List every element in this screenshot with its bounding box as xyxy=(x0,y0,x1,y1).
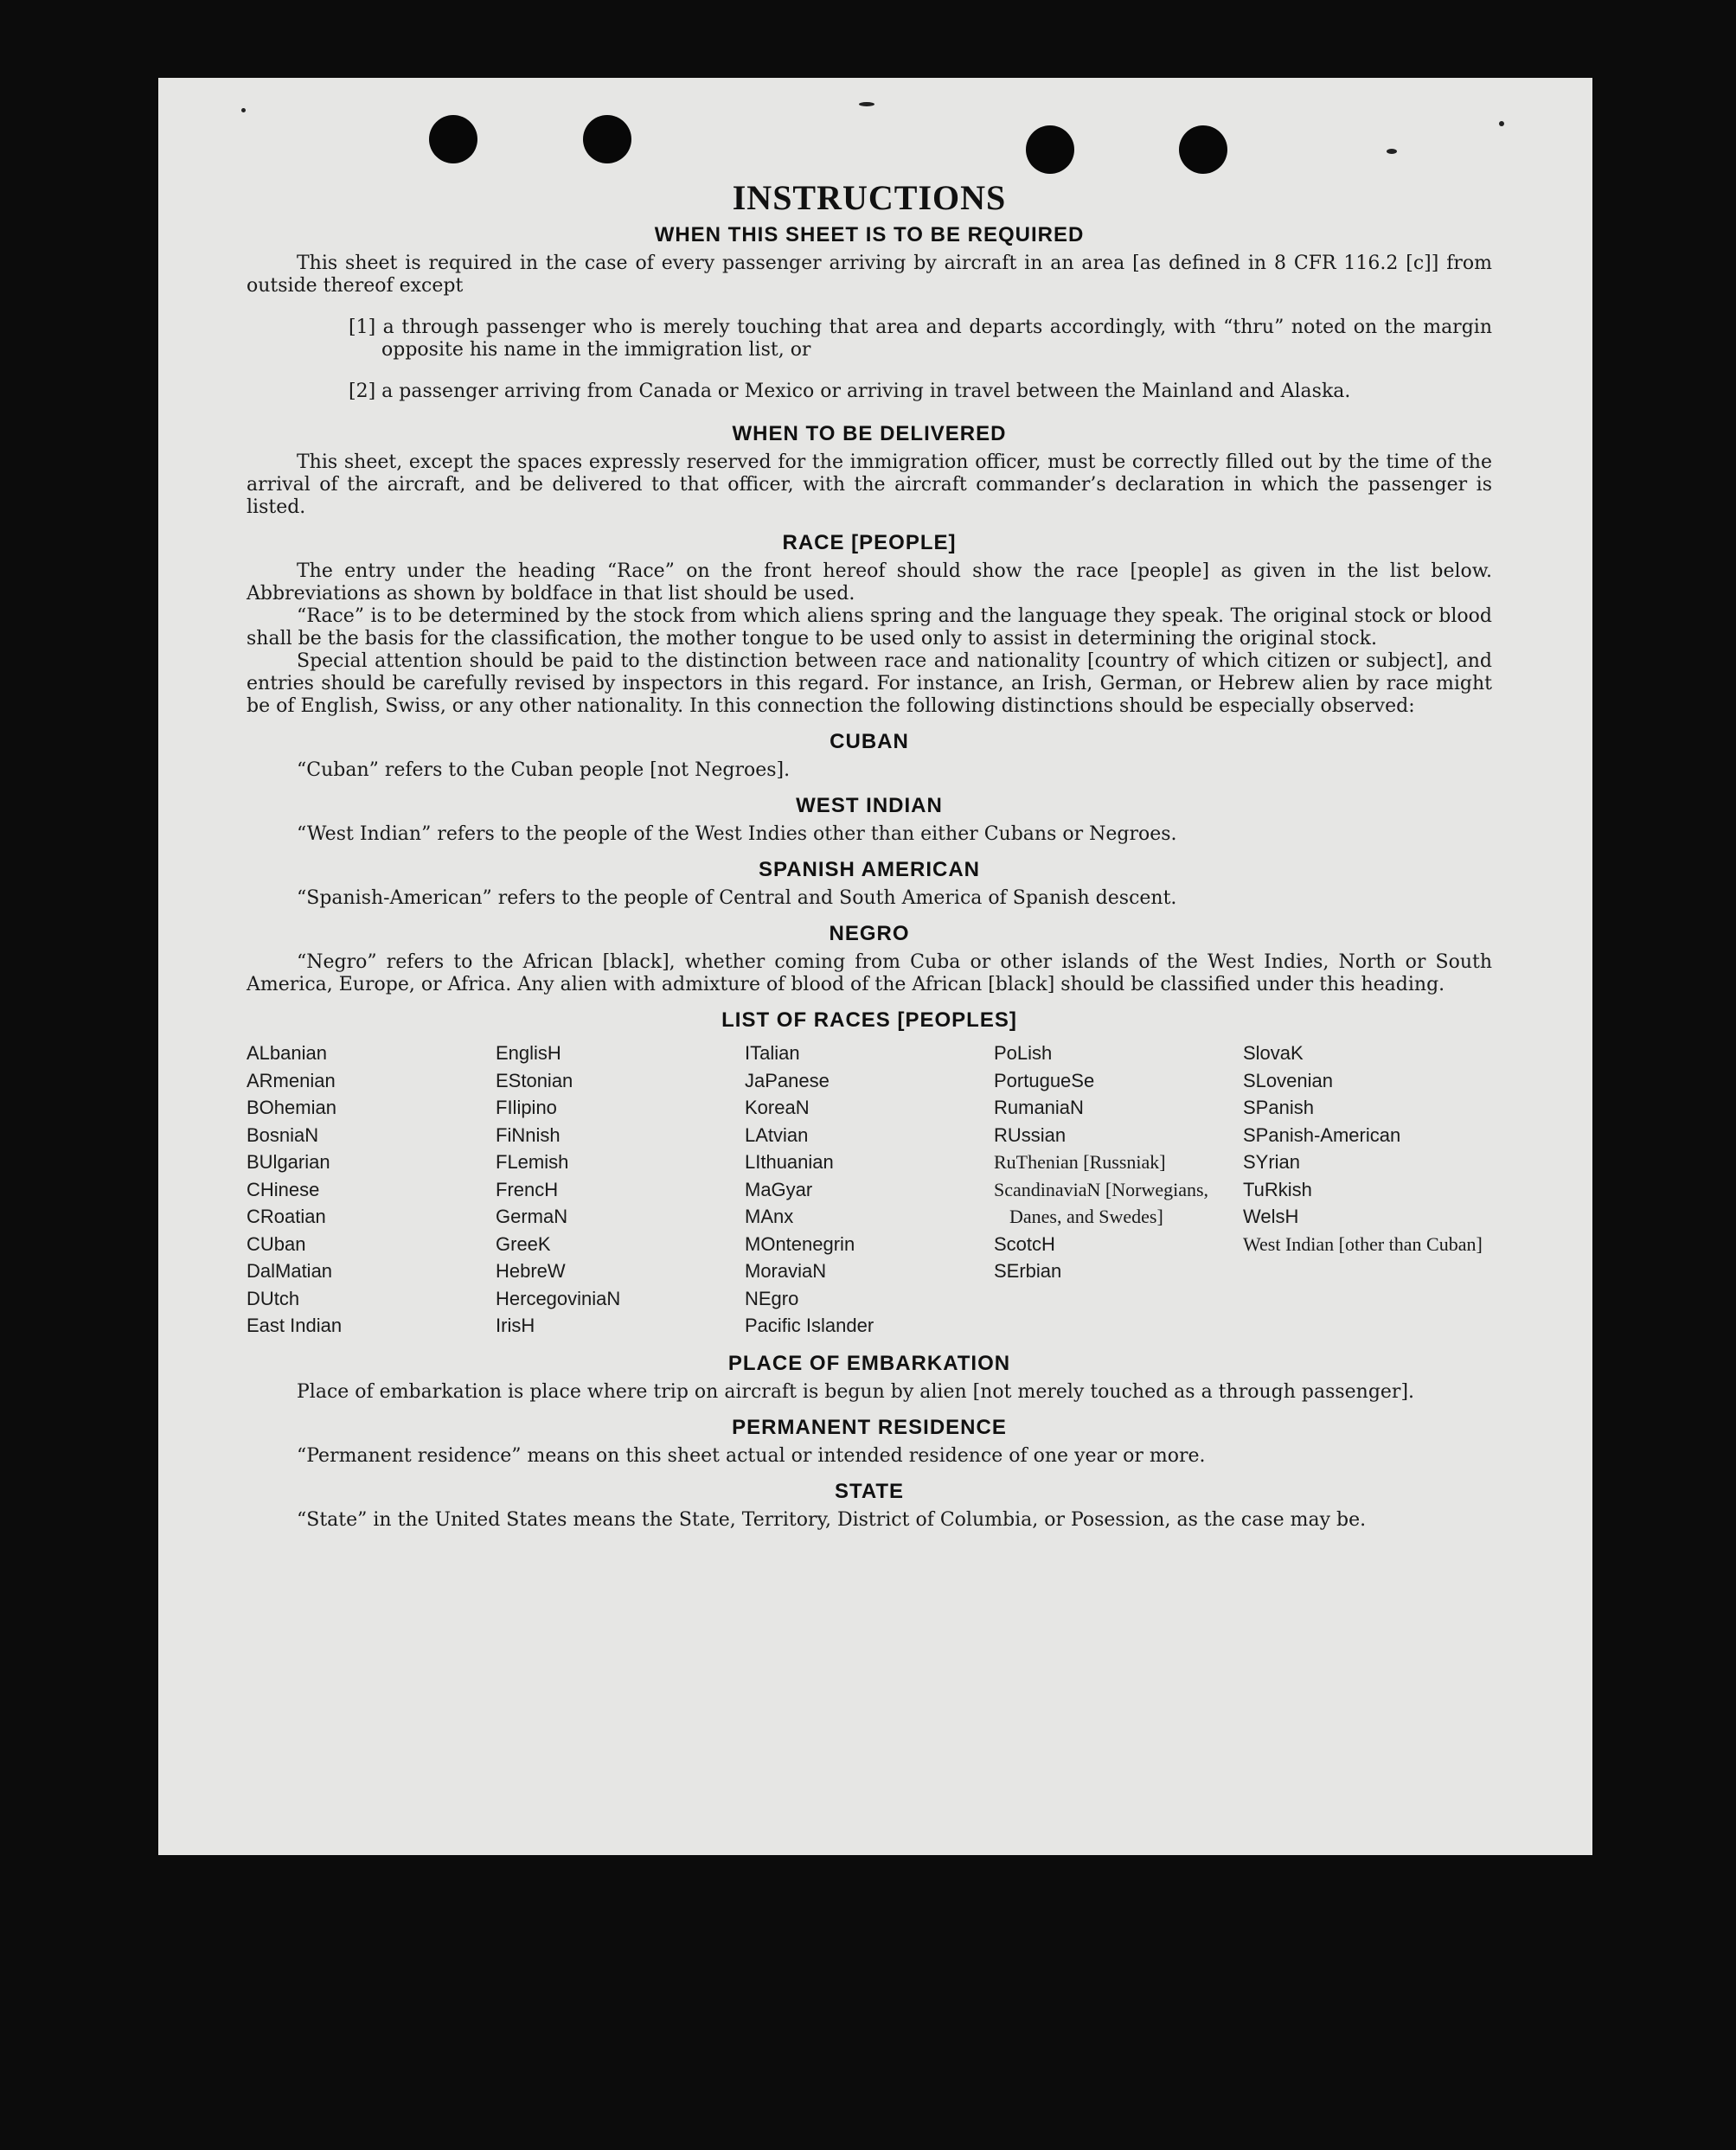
required-exception-2: [2] a passenger arriving from Canada or Mexico or arriving in travel between the Mainland and Alaska. xyxy=(349,381,1351,402)
page-title: INSTRUCTIONS xyxy=(732,178,1007,217)
race-item: ARmenian xyxy=(247,1069,336,1091)
speck xyxy=(241,108,246,112)
race-item: GreeK xyxy=(496,1232,551,1255)
heading-race: RACE [PEOPLE] xyxy=(782,531,957,554)
races-column-3 xyxy=(745,1040,994,1340)
heading-state: STATE xyxy=(834,1479,905,1503)
race-item: MaGyar xyxy=(745,1178,813,1200)
race-item: IrisH xyxy=(496,1315,535,1336)
permanent-residence-text: “Permanent residence” means on this sheet actual or intended residence of one year or more. xyxy=(297,1444,1206,1467)
required-text: This sheet is required in the case of every passenger arriving by aircraft in an area [as defined in 8 CFR 116.2 [c]] from outside thereof except xyxy=(247,253,1492,297)
race-item: LIthuanian xyxy=(745,1151,834,1173)
race-item: ITalian xyxy=(745,1042,800,1064)
race-item: BOhemian xyxy=(247,1097,336,1118)
instructions-content xyxy=(247,177,1492,1532)
race-item: FrencH xyxy=(496,1178,559,1200)
races-column-2 xyxy=(496,1040,745,1340)
race-item: BosniaN xyxy=(247,1123,319,1146)
heading-negro: NEGRO xyxy=(829,922,910,945)
race-item: NEgro xyxy=(745,1287,799,1309)
west-indian-text: “West Indian” refers to the people of the West Indies other than either Cubans or Negroes. xyxy=(297,823,1177,845)
punch-hole-3 xyxy=(1026,125,1074,174)
speck xyxy=(859,102,874,106)
race-item: FiNnish xyxy=(496,1123,561,1146)
heading-required: WHEN THIS SHEET IS TO BE REQUIRED xyxy=(654,223,1085,246)
heading-delivered: WHEN TO BE DELIVERED xyxy=(732,422,1007,445)
state-text: “State” in the United States means the State, Territory, District of Columbia, or Posession, as the case may be. xyxy=(297,1508,1367,1531)
races-list xyxy=(247,1040,1492,1340)
cuban-text: “Cuban” refers to the Cuban people [not Negroes]. xyxy=(297,759,791,781)
race-item: East Indian xyxy=(247,1315,343,1336)
race-item: SPanish xyxy=(1243,1097,1314,1118)
heading-permanent-residence: PERMANENT RESIDENCE xyxy=(732,1415,1007,1439)
race-item: LAtvian xyxy=(745,1123,809,1146)
punch-hole-4 xyxy=(1179,125,1227,174)
heading-cuban: CUBAN xyxy=(830,730,909,753)
race-item: SYrian xyxy=(1243,1151,1301,1173)
spanish-american-text: “Spanish-American” refers to the people of Central and South America of Spanish descent. xyxy=(297,887,1177,909)
race-item: TuRkish xyxy=(1243,1178,1312,1200)
races-column-5 xyxy=(1243,1040,1492,1340)
race-item: SlovaK xyxy=(1243,1042,1304,1064)
race-item: PoLish xyxy=(994,1042,1053,1064)
race-item: HebreW xyxy=(496,1260,566,1282)
race-item: DUtch xyxy=(247,1287,300,1309)
race-item: EStonian xyxy=(496,1069,573,1091)
punch-hole-1 xyxy=(429,115,477,163)
speck xyxy=(1387,149,1397,154)
race-item: MoraviaN xyxy=(745,1260,827,1282)
race-item: ScandinaviaN [Norwegians, Danes, and Swedes] xyxy=(994,1178,1209,1227)
race-item: SErbian xyxy=(994,1260,1062,1282)
heading-list-of-races: LIST OF RACES [PEOPLES] xyxy=(721,1008,1017,1032)
race-item: SPanish-American xyxy=(1243,1123,1401,1146)
race-item: RUssian xyxy=(994,1123,1067,1146)
race-item: MOntenegrin xyxy=(745,1232,855,1255)
race-item: FLemish xyxy=(496,1151,569,1173)
race-item: ScotcH xyxy=(994,1232,1055,1255)
punch-hole-2 xyxy=(583,115,631,163)
race-text-1: The entry under the heading “Race” on the front hereof should show the race [people] as given in the list below. Abbreviations as shown by boldface in that list should be used. xyxy=(247,560,1492,605)
race-item: West Indian [other than Cuban] xyxy=(1243,1232,1483,1255)
heading-embarkation: PLACE OF EMBARKATION xyxy=(727,1351,1011,1375)
document-sheet xyxy=(158,78,1592,1855)
race-item: MAnx xyxy=(745,1206,794,1227)
race-item: ALbanian xyxy=(247,1042,327,1064)
race-item: SLovenian xyxy=(1243,1069,1333,1091)
races-column-4 xyxy=(994,1040,1243,1340)
race-item: WelsH xyxy=(1243,1206,1299,1227)
race-text-3: Special attention should be paid to the distinction between race and nationality [country of which citizen or subject], and entries should be carefully revised by inspectors in this regard. For instance, an Irish, German, or Hebrew alien by race might be of English, Swiss, or any other nationality. In this connection the following distinctions should be especially observed: xyxy=(247,650,1492,717)
race-item: Pacific Islander xyxy=(745,1315,874,1336)
race-item: KoreaN xyxy=(745,1097,810,1118)
race-item: PortugueSe xyxy=(994,1069,1095,1091)
required-exception-1: [1] a through passenger who is merely touching that area and departs accordingly, with “thru” noted on the margin opposite his name in the immigration list, or xyxy=(349,317,1492,361)
race-item: GermaN xyxy=(496,1206,568,1227)
race-item: CHinese xyxy=(247,1178,320,1200)
delivered-text: This sheet, except the spaces expressly reserved for the immigration officer, must be correctly filled out by the time of the arrival of the aircraft, and be delivered to that officer, with the aircraft commander’s declaration in which the passenger is listed. xyxy=(247,451,1492,518)
race-item: DalMatian xyxy=(247,1260,333,1282)
race-item: CUban xyxy=(247,1232,306,1255)
race-item: RuThenian [Russniak] xyxy=(994,1151,1166,1173)
embarkation-text: Place of embarkation is place where trip on aircraft is begun by alien [not merely touched as a through passenger]. xyxy=(297,1380,1415,1403)
speck xyxy=(1499,121,1504,126)
heading-west-indian: WEST INDIAN xyxy=(796,794,943,817)
negro-text: “Negro” refers to the African [black], whether coming from Cuba or other islands of the West Indies, North or South America, Europe, or Africa. Any alien with admixture of blood of the African [black] should be classified under this heading. xyxy=(247,951,1492,995)
race-item: RumaniaN xyxy=(994,1097,1084,1118)
race-item: BUlgarian xyxy=(247,1151,330,1173)
race-item: JaPanese xyxy=(745,1069,830,1091)
race-item: HercegoviniaN xyxy=(496,1287,621,1309)
race-item: CRoatian xyxy=(247,1206,326,1227)
race-text-2: “Race” is to be determined by the stock from which aliens spring and the language they speak. The original stock or blood shall be the basis for the classification, the mother tongue to be used only to assist in determining the original stock. xyxy=(247,605,1492,649)
race-item: FIlipino xyxy=(496,1097,557,1118)
heading-spanish-american: SPANISH AMERICAN xyxy=(758,858,980,881)
races-column-1 xyxy=(247,1040,496,1340)
race-item: EnglisH xyxy=(496,1042,561,1064)
